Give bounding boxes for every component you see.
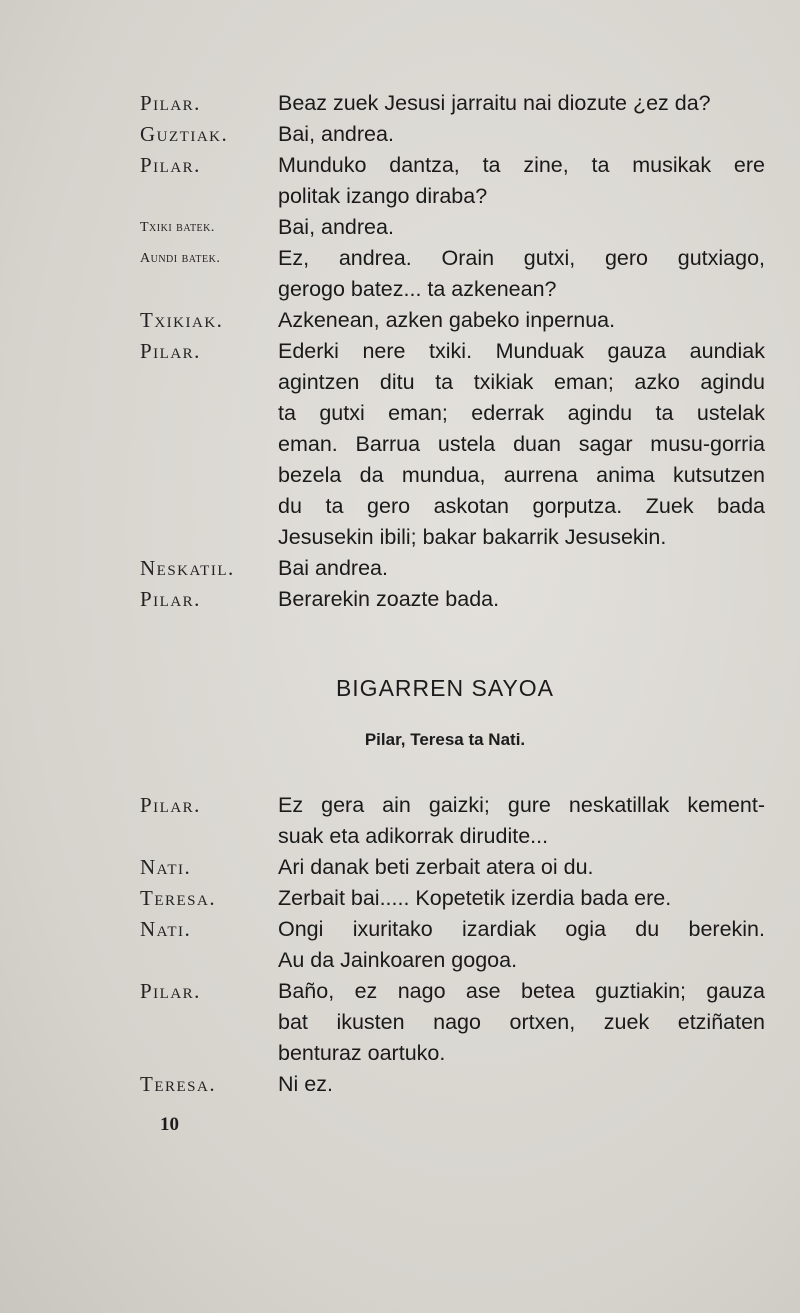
speech-text [278, 976, 765, 1069]
speech-line: gerogo batez... ta azkenean? [278, 277, 557, 301]
speech-line: Baño, ez nago ase betea guztiakin; gauza [278, 979, 765, 1003]
speech-line: suak eta adikorrak dirudite... [278, 824, 549, 848]
speaker-name: Neskatil. [140, 556, 235, 580]
speech-line: Berarekin zoazte bada. [278, 587, 500, 611]
speech-line: Ari danak beti zerbait atera oi du. [278, 855, 594, 879]
speech-text [278, 243, 765, 305]
speech-line: Jesusekin ibili; bakar bakarrik Jesusekin. [278, 525, 667, 549]
speech-line: Munduko dantza, ta zine, ta musikak ere [278, 153, 765, 177]
dialogue-entry [140, 790, 765, 852]
speech-line: bezela da mundua, aurrena anima kutsutzen [278, 463, 765, 487]
speaker-name: Pilar. [140, 793, 201, 817]
speech-line: Zerbait bai..... Kopetetik izerdia bada ere. [278, 886, 672, 910]
dialogue-entry [140, 119, 765, 150]
speaker-name: Pilar. [140, 979, 201, 1003]
speech-text [278, 790, 765, 852]
speech-text [278, 88, 765, 119]
speaker-name: Nati. [140, 917, 192, 941]
speech-text [278, 852, 765, 883]
dialogue-entry [140, 88, 765, 119]
speech-text [278, 584, 765, 615]
dialogue-entry [140, 914, 765, 976]
speaker-name: Pilar. [140, 587, 201, 611]
speech-text [278, 553, 765, 584]
speaker-name: Txiki batek. [140, 220, 215, 235]
section-subtitle: Pilar, Teresa ta Nati. [364, 730, 526, 749]
speech-line: Ez gera ain gaizki; gure neskatillak kement- [278, 793, 765, 817]
speech-line: Bai, andrea. [278, 122, 394, 146]
speech-text [278, 150, 765, 212]
speaker-name: Nati. [140, 855, 192, 879]
speaker-name: Pilar. [140, 153, 201, 177]
speech-text [278, 914, 765, 976]
speaker-name: Teresa. [140, 886, 217, 910]
speech-line: Beaz zuek Jesusi jarraitu nai diozute ¿ez da? [278, 91, 711, 115]
speech-line: Au da Jainkoaren gogoa. [278, 948, 518, 972]
dialogue-entry [140, 976, 765, 1069]
speech-line: Ongi ixuritako izardiak ogia du berekin. [278, 917, 765, 941]
dialogue-entry [140, 553, 765, 584]
dialogue-entry [140, 305, 765, 336]
dialogue-entry [140, 336, 765, 553]
speech-text [278, 305, 765, 336]
dialogue-entry [140, 243, 765, 305]
speech-line: ta gutxi eman; ederrak agindu ta ustelak [278, 401, 765, 425]
speech-text [278, 1069, 765, 1100]
dialogue-entry [140, 212, 765, 243]
speech-line: Ederki nere txiki. Munduak gauza aundiak [278, 339, 765, 363]
dialogue-entry [140, 852, 765, 883]
speech-line: Bai, andrea. [278, 215, 394, 239]
speech-line: politak izango diraba? [278, 184, 488, 208]
speech-line: agintzen ditu ta txikiak eman; azko agindu [278, 370, 765, 394]
speech-line: Bai andrea. [278, 556, 388, 580]
dialogue-entry [140, 1069, 765, 1100]
speech-line: benturaz oartuko. [278, 1041, 446, 1065]
dialogue-block-2 [140, 790, 765, 1100]
dialogue-entry [140, 150, 765, 212]
speech-line: Ni ez. [278, 1072, 333, 1096]
speech-text [278, 119, 765, 150]
page-number: 10 [160, 1114, 179, 1135]
speech-text [278, 883, 765, 914]
speaker-name: Pilar. [140, 91, 201, 115]
speech-line: Ez, andrea. Orain gutxi, gero gutxiago, [278, 246, 765, 270]
speaker-name: Txikiak. [140, 308, 224, 332]
speech-text [278, 336, 765, 553]
speech-line: bat ikusten nago ortxen, zuek etziñaten [278, 1010, 765, 1034]
speaker-name: Guztiak. [140, 122, 229, 146]
speaker-name: Pilar. [140, 339, 201, 363]
section-title: BIGARREN SAYOA [335, 675, 555, 701]
speaker-name: Aundi batek. [140, 251, 221, 266]
speech-text [278, 212, 765, 243]
speech-line: eman. Barrua ustela duan sagar musu-gorria [278, 432, 765, 456]
dialogue-entry [140, 883, 765, 914]
speech-line: du ta gero askotan gorputza. Zuek bada [278, 494, 765, 518]
speaker-name: Teresa. [140, 1072, 217, 1096]
dialogue-entry [140, 584, 765, 615]
dialogue-block-1 [140, 88, 765, 615]
speech-line: Azkenean, azken gabeko inpernua. [278, 308, 616, 332]
